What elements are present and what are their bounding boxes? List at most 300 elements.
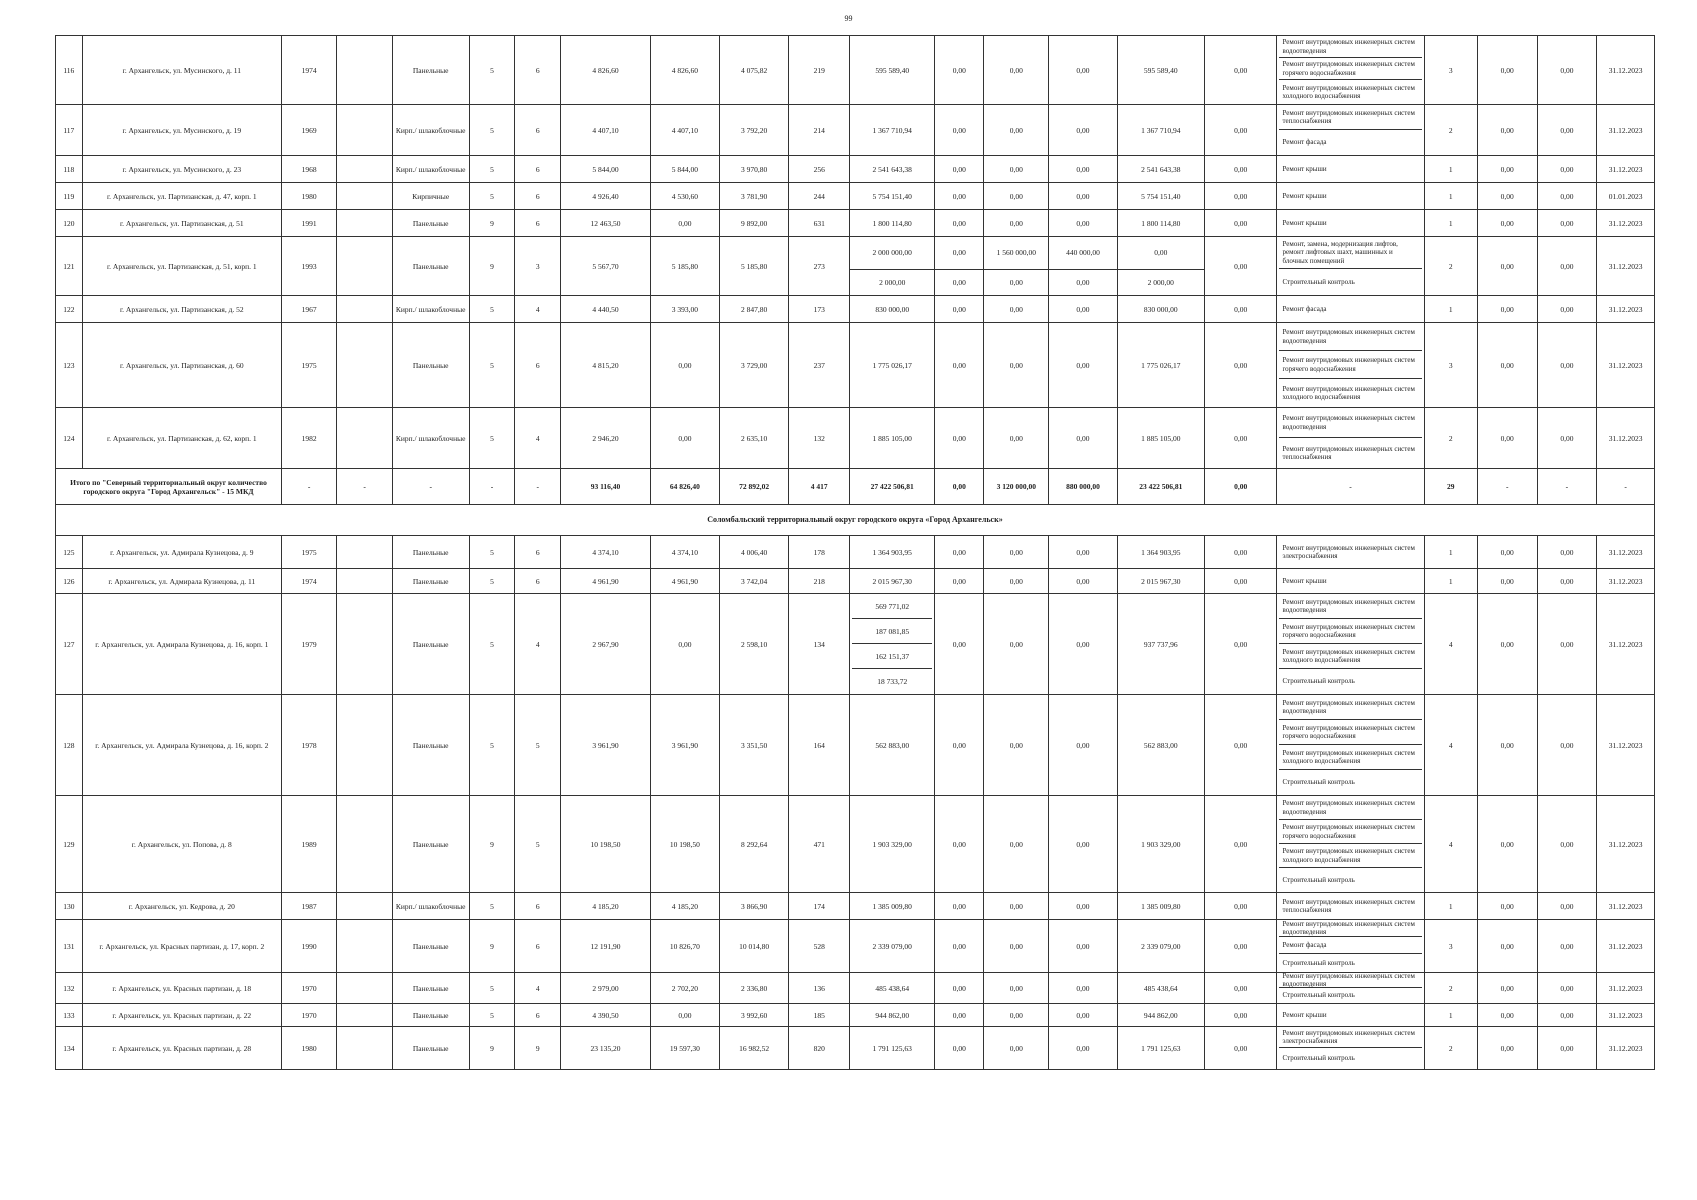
- table-row: [56, 569, 1655, 594]
- row-number-cell: 133: [56, 1004, 83, 1027]
- f2-cell: 1 560 000,00: [984, 237, 1049, 270]
- address-cell: г. Архангельск, ул. Мусинского, д. 19: [82, 105, 281, 156]
- work-item: Ремонт внутридомовых инженерных систем холодного водоснабжения: [1279, 644, 1421, 669]
- floors-cell: 9: [469, 920, 515, 973]
- total-cell: -: [1277, 469, 1424, 505]
- entrances-cell: 4: [515, 408, 561, 469]
- year-cell: 1980: [281, 1027, 336, 1070]
- unit-cost-2-cell: 0,00: [1537, 183, 1597, 210]
- entrances-cell: 9: [515, 1027, 561, 1070]
- cost-cell: 5 754 151,40: [850, 183, 935, 210]
- address-cell: г. Архангельск, ул. Мусинского, д. 23: [82, 156, 281, 183]
- owners-funds-cell: 1 885 105,00: [1117, 408, 1204, 469]
- entrances-cell: 6: [515, 210, 561, 237]
- works-cell: [1277, 210, 1424, 237]
- unit-cost-2-cell: 0,00: [1537, 36, 1597, 105]
- fund-3-cell: 0,00: [1049, 296, 1117, 323]
- unit-cost-2-cell: 0,00: [1537, 156, 1597, 183]
- row-number-cell: 131: [56, 920, 83, 973]
- works-cell: [1277, 893, 1424, 920]
- owners-funds-cell: 1 791 125,63: [1117, 1027, 1204, 1070]
- cost-line: 18 733,72: [877, 677, 908, 686]
- other-funds-cell: 0,00: [1205, 105, 1277, 156]
- table-row: [56, 183, 1655, 210]
- row-number-cell: 132: [56, 973, 83, 1004]
- work-item: Строительный контроль: [1282, 778, 1355, 787]
- total-cell: -: [392, 469, 469, 505]
- wall-material-cell: Панельные: [392, 695, 469, 796]
- owners-funds-cell: 830 000,00: [1117, 296, 1204, 323]
- row-number-cell: 121: [56, 237, 83, 296]
- owners-funds-cell: 1 903 329,00: [1117, 796, 1204, 893]
- work-item: Ремонт внутридомовых инженерных систем водоотведения: [1279, 408, 1421, 438]
- floors-cell: 5: [469, 1004, 515, 1027]
- fund-3-cell: 0,00: [1049, 893, 1117, 920]
- area-total-cell: 3 961,90: [561, 695, 651, 796]
- owners-funds-cell: 562 883,00: [1117, 695, 1204, 796]
- cost-cell: [850, 594, 935, 695]
- own-cell: 2 000,00: [1117, 269, 1204, 295]
- area-total-cell: 4 926,40: [561, 183, 651, 210]
- empty-cell: [337, 183, 392, 210]
- empty-cell: [337, 210, 392, 237]
- work-item: Ремонт внутридомовых инженерных систем холодного водоснабжения: [1279, 844, 1421, 868]
- works-cell: [1277, 36, 1424, 105]
- section-title: Соломбальский территориальный округ городского округа «Город Архангельск»: [56, 505, 1655, 536]
- other-funds-cell: 0,00: [1205, 296, 1277, 323]
- empty-cell: [337, 296, 392, 323]
- floors-cell: 5: [469, 408, 515, 469]
- area-total-cell: 4 961,90: [561, 569, 651, 594]
- wall-material-cell: Кирп./ шлакоблочные: [392, 105, 469, 156]
- area-total-cell: 10 198,50: [561, 796, 651, 893]
- completion-date-cell: 31.12.2023: [1597, 36, 1655, 105]
- unit-cost-1-cell: 0,00: [1477, 105, 1537, 156]
- row-number-cell: 117: [56, 105, 83, 156]
- works-count-cell: 1: [1424, 156, 1477, 183]
- fund-1-cell: 0,00: [935, 296, 984, 323]
- fund-1-cell: 0,00: [935, 796, 984, 893]
- wall-material-cell: Панельные: [392, 1027, 469, 1070]
- owners-funds-cell: 1 800 114,80: [1117, 210, 1204, 237]
- area-living-cell: 0,00: [650, 323, 719, 408]
- wall-material-cell: Кирпичные: [392, 183, 469, 210]
- fund-1-cell: 0,00: [935, 536, 984, 569]
- table-row: [56, 1027, 1655, 1070]
- owners-funds-cell: 5 754 151,40: [1117, 183, 1204, 210]
- floors-cell: 5: [469, 156, 515, 183]
- cost-cell: 1 385 009,80: [850, 893, 935, 920]
- work-item: Ремонт крыши: [1282, 1010, 1327, 1019]
- work-item: Строительный контроль: [1282, 875, 1355, 884]
- work-item: Строительный контроль: [1282, 677, 1355, 686]
- fund-1-cell: 0,00: [935, 156, 984, 183]
- wall-material-cell: Панельные: [392, 1004, 469, 1027]
- floors-cell: 5: [469, 893, 515, 920]
- work-item: Ремонт фасада: [1279, 937, 1421, 954]
- fund-2-cell: 0,00: [984, 36, 1049, 105]
- owners-funds-cell: 944 862,00: [1117, 1004, 1204, 1027]
- entrances-cell: 6: [515, 156, 561, 183]
- unit-cost-1-cell: 0,00: [1477, 1004, 1537, 1027]
- area-living-cell: 19 597,30: [650, 1027, 719, 1070]
- works-cell: [1277, 105, 1424, 156]
- completion-date-cell: 31.12.2023: [1597, 569, 1655, 594]
- unit-cost-2-cell: 0,00: [1537, 237, 1597, 296]
- works-cell: [1277, 1027, 1424, 1070]
- fund-3-cell: 0,00: [1049, 594, 1117, 695]
- other-funds-cell: 0,00: [1205, 536, 1277, 569]
- residents-cell: 218: [789, 569, 850, 594]
- area-living-cell: 4 826,60: [650, 36, 719, 105]
- fund-2-cell: 0,00: [984, 1004, 1049, 1027]
- entrances-cell: 6: [515, 105, 561, 156]
- fund-1-cell: 0,00: [935, 1027, 984, 1070]
- completion-date-cell: 31.12.2023: [1597, 1004, 1655, 1027]
- area-living-cell: 0,00: [650, 1004, 719, 1027]
- cost-cell: 1 800 114,80: [850, 210, 935, 237]
- area-residential-cell: 3 351,50: [720, 695, 789, 796]
- unit-cost-1-cell: 0,00: [1477, 594, 1537, 695]
- fund-1-cell: 0,00: [935, 893, 984, 920]
- unit-cost-1-cell: 0,00: [1477, 183, 1537, 210]
- area-total-cell: 4 390,50: [561, 1004, 651, 1027]
- cost-cell: 595 589,40: [850, 36, 935, 105]
- year-cell: 1978: [281, 695, 336, 796]
- unit-cost-2-cell: 0,00: [1537, 920, 1597, 973]
- works-cell: [1277, 536, 1424, 569]
- completion-date-cell: 31.12.2023: [1597, 156, 1655, 183]
- table-row: [56, 536, 1655, 569]
- address-cell: г. Архангельск, ул. Кедрова, д. 20: [82, 893, 281, 920]
- entrances-cell: 3: [515, 237, 561, 296]
- fund-2-cell: 0,00: [984, 973, 1049, 1004]
- work-item: Ремонт внутридомовых инженерных систем холодного водоснабжения: [1279, 745, 1421, 770]
- other-funds-cell: 0,00: [1205, 237, 1277, 296]
- work-item: Строительный контроль: [1282, 958, 1355, 967]
- area-living-cell: 0,00: [650, 408, 719, 469]
- fund-1-cell: 0,00: [935, 594, 984, 695]
- cost-cell: 1 791 125,63: [850, 1027, 935, 1070]
- residents-cell: 164: [789, 695, 850, 796]
- address-cell: г. Архангельск, ул. Адмирала Кузнецова, д. 16, корп. 1: [82, 594, 281, 695]
- fund-1-cell: 0,00: [935, 920, 984, 973]
- total-cell: 0,00: [1205, 469, 1277, 505]
- year-cell: 1991: [281, 210, 336, 237]
- fund-2-cell: 0,00: [984, 323, 1049, 408]
- address-cell: г. Архангельск, ул. Красных партизан, д. 22: [82, 1004, 281, 1027]
- completion-date-cell: 31.12.2023: [1597, 1027, 1655, 1070]
- area-total-cell: 5 844,00: [561, 156, 651, 183]
- address-cell: г. Архангельск, ул. Партизанская, д. 47, корп. 1: [82, 183, 281, 210]
- cost-cell: 485 438,64: [850, 973, 935, 1004]
- total-row: [56, 469, 1655, 505]
- wall-material-cell: Панельные: [392, 594, 469, 695]
- residents-cell: 820: [789, 1027, 850, 1070]
- fund-2-cell: 0,00: [984, 210, 1049, 237]
- fund-2-cell: 0,00: [984, 536, 1049, 569]
- wall-material-cell: Кирп./ шлакоблочные: [392, 893, 469, 920]
- register-table: [55, 35, 1655, 1070]
- year-cell: 1990: [281, 920, 336, 973]
- fund-2-cell: 0,00: [984, 105, 1049, 156]
- completion-date-cell: 31.12.2023: [1597, 536, 1655, 569]
- completion-date-cell: 31.12.2023: [1597, 105, 1655, 156]
- cost-cell: 1 775 026,17: [850, 323, 935, 408]
- unit-cost-2-cell: 0,00: [1537, 536, 1597, 569]
- cost-cell: 2 000,00: [850, 269, 935, 295]
- cost-cell: 1 903 329,00: [850, 796, 935, 893]
- fund-3-cell: 0,00: [1049, 105, 1117, 156]
- area-residential-cell: 10 014,80: [720, 920, 789, 973]
- fund-2-cell: 0,00: [984, 569, 1049, 594]
- work-item: Строительный контроль: [1282, 1054, 1355, 1063]
- table-row: [56, 408, 1655, 469]
- cost-line: 162 151,37: [852, 644, 932, 669]
- floors-cell: 5: [469, 695, 515, 796]
- area-residential-cell: 5 185,80: [720, 237, 789, 296]
- area-total-cell: 2 967,90: [561, 594, 651, 695]
- unit-cost-1-cell: 0,00: [1477, 156, 1537, 183]
- other-funds-cell: 0,00: [1205, 893, 1277, 920]
- completion-date-cell: 31.12.2023: [1597, 893, 1655, 920]
- unit-cost-2-cell: 0,00: [1537, 973, 1597, 1004]
- work-item: Ремонт внутридомовых инженерных систем водоотведения: [1279, 920, 1421, 937]
- total-cell: 72 892,02: [720, 469, 789, 505]
- work-item: Ремонт внутридомовых инженерных систем электроснабжения: [1279, 1027, 1421, 1048]
- other-funds-cell: 0,00: [1205, 973, 1277, 1004]
- entrances-cell: 6: [515, 920, 561, 973]
- year-cell: 1974: [281, 569, 336, 594]
- fund-3-cell: 0,00: [1049, 36, 1117, 105]
- works-cell: [1277, 156, 1424, 183]
- work-item: Ремонт внутридомовых инженерных систем холодного водоснабжения: [1282, 83, 1415, 100]
- area-living-cell: 4 185,20: [650, 893, 719, 920]
- total-cell: -: [1597, 469, 1655, 505]
- entrances-cell: 6: [515, 1004, 561, 1027]
- area-living-cell: 0,00: [650, 210, 719, 237]
- area-residential-cell: 4 006,40: [720, 536, 789, 569]
- section-header-row: [56, 505, 1655, 536]
- year-cell: 1987: [281, 893, 336, 920]
- total-cell: 0,00: [935, 469, 984, 505]
- fund-2-cell: 0,00: [984, 183, 1049, 210]
- work-item: Ремонт внутридомовых инженерных систем холодного водоснабжения: [1282, 384, 1415, 401]
- works-cell: [1277, 408, 1424, 469]
- wall-material-cell: Панельные: [392, 536, 469, 569]
- completion-date-cell: 31.12.2023: [1597, 796, 1655, 893]
- f2-cell: 0,00: [984, 269, 1049, 295]
- unit-cost-1-cell: 0,00: [1477, 796, 1537, 893]
- row-number-cell: 127: [56, 594, 83, 695]
- wall-material-cell: Кирп./ шлакоблочные: [392, 296, 469, 323]
- address-cell: г. Архангельск, ул. Партизанская, д. 52: [82, 296, 281, 323]
- works-cell: [1277, 796, 1424, 893]
- area-residential-cell: 3 742,04: [720, 569, 789, 594]
- floors-cell: 5: [469, 536, 515, 569]
- floors-cell: 5: [469, 323, 515, 408]
- total-cell: -: [281, 469, 336, 505]
- fund-3-cell: 0,00: [1049, 695, 1117, 796]
- table-row: [56, 920, 1655, 973]
- works-cell: [1277, 569, 1424, 594]
- area-total-cell: 12 463,50: [561, 210, 651, 237]
- address-cell: г. Архангельск, ул. Попова, д. 8: [82, 796, 281, 893]
- wall-material-cell: Панельные: [392, 36, 469, 105]
- area-residential-cell: 2 847,80: [720, 296, 789, 323]
- empty-cell: [337, 594, 392, 695]
- works-count-cell: 3: [1424, 920, 1477, 973]
- floors-cell: 5: [469, 973, 515, 1004]
- area-residential-cell: 4 075,82: [720, 36, 789, 105]
- wall-material-cell: Панельные: [392, 323, 469, 408]
- cost-line: 187 081,85: [852, 619, 932, 644]
- area-residential-cell: 3 866,90: [720, 893, 789, 920]
- total-cell: 27 422 506,81: [850, 469, 935, 505]
- unit-cost-2-cell: 0,00: [1537, 323, 1597, 408]
- residents-cell: 244: [789, 183, 850, 210]
- page-number: 99: [844, 14, 853, 23]
- f1-cell: 0,00: [935, 237, 984, 270]
- owners-funds-cell: 595 589,40: [1117, 36, 1204, 105]
- entrances-cell: 6: [515, 36, 561, 105]
- residents-cell: 132: [789, 408, 850, 469]
- works-count-cell: 4: [1424, 594, 1477, 695]
- area-total-cell: 4 440,50: [561, 296, 651, 323]
- area-living-cell: 10 826,70: [650, 920, 719, 973]
- address-cell: г. Архангельск, ул. Красных партизан, д. 28: [82, 1027, 281, 1070]
- wall-material-cell: Кирп./ шлакоблочные: [392, 408, 469, 469]
- residents-cell: 219: [789, 36, 850, 105]
- work-item: Ремонт, замена, модернизация лифтов, ремонт лифтовых шахт, машинных и блочных помещений: [1279, 237, 1421, 269]
- other-funds-cell: 0,00: [1205, 1004, 1277, 1027]
- year-cell: 1975: [281, 323, 336, 408]
- fund-1-cell: 0,00: [935, 183, 984, 210]
- completion-date-cell: 31.12.2023: [1597, 237, 1655, 296]
- fund-1-cell: 0,00: [935, 408, 984, 469]
- area-residential-cell: 3 970,80: [720, 156, 789, 183]
- wall-material-cell: Панельные: [392, 973, 469, 1004]
- completion-date-cell: 31.12.2023: [1597, 594, 1655, 695]
- fund-2-cell: 0,00: [984, 408, 1049, 469]
- address-cell: г. Архангельск, ул. Партизанская, д. 51, корп. 1: [82, 237, 281, 296]
- area-total-cell: 4 407,10: [561, 105, 651, 156]
- area-total-cell: 4 815,20: [561, 323, 651, 408]
- cost-cell: 1 885 105,00: [850, 408, 935, 469]
- empty-cell: [337, 893, 392, 920]
- residents-cell: 174: [789, 893, 850, 920]
- unit-cost-2-cell: 0,00: [1537, 893, 1597, 920]
- address-cell: г. Архангельск, ул. Адмирала Кузнецова, д. 11: [82, 569, 281, 594]
- entrances-cell: 6: [515, 183, 561, 210]
- unit-cost-2-cell: 0,00: [1537, 1027, 1597, 1070]
- area-residential-cell: 16 982,52: [720, 1027, 789, 1070]
- fund-3-cell: 0,00: [1049, 1004, 1117, 1027]
- residents-cell: 134: [789, 594, 850, 695]
- fund-1-cell: 0,00: [935, 105, 984, 156]
- area-residential-cell: 3 729,00: [720, 323, 789, 408]
- cost-cell: 1 364 903,95: [850, 536, 935, 569]
- fund-3-cell: 0,00: [1049, 920, 1117, 973]
- other-funds-cell: 0,00: [1205, 36, 1277, 105]
- other-funds-cell: 0,00: [1205, 323, 1277, 408]
- fund-3-cell: 0,00: [1049, 210, 1117, 237]
- address-cell: г. Архангельск, ул. Красных партизан, д. 18: [82, 973, 281, 1004]
- fund-3-cell: 0,00: [1049, 1027, 1117, 1070]
- year-cell: 1969: [281, 105, 336, 156]
- fund-3-cell: 0,00: [1049, 536, 1117, 569]
- total-cell: 93 116,40: [561, 469, 651, 505]
- fund-2-cell: 0,00: [984, 796, 1049, 893]
- fund-1-cell: 0,00: [935, 36, 984, 105]
- work-item: Ремонт внутридомовых инженерных систем водоотведения: [1279, 36, 1421, 58]
- row-number-cell: 120: [56, 210, 83, 237]
- fund-3-cell: 0,00: [1049, 408, 1117, 469]
- owners-funds-cell: 2 339 079,00: [1117, 920, 1204, 973]
- total-cell: 64 826,40: [650, 469, 719, 505]
- unit-cost-1-cell: 0,00: [1477, 36, 1537, 105]
- owners-funds-cell: 2 541 643,38: [1117, 156, 1204, 183]
- area-living-cell: 4 961,90: [650, 569, 719, 594]
- year-cell: 1975: [281, 536, 336, 569]
- works-count-cell: 2: [1424, 973, 1477, 1004]
- entrances-cell: 4: [515, 973, 561, 1004]
- wall-material-cell: Панельные: [392, 569, 469, 594]
- owners-funds-cell: 1 367 710,94: [1117, 105, 1204, 156]
- fund-3-cell: 0,00: [1049, 796, 1117, 893]
- unit-cost-1-cell: 0,00: [1477, 920, 1537, 973]
- other-funds-cell: 0,00: [1205, 569, 1277, 594]
- unit-cost-2-cell: 0,00: [1537, 796, 1597, 893]
- year-cell: 1980: [281, 183, 336, 210]
- total-cell: -: [469, 469, 515, 505]
- table-row: [56, 296, 1655, 323]
- work-item: Ремонт внутридомовых инженерных систем теплоснабжения: [1282, 897, 1415, 914]
- address-cell: г. Архангельск, ул. Партизанская, д. 62, корп. 1: [82, 408, 281, 469]
- row-number-cell: 129: [56, 796, 83, 893]
- unit-cost-1-cell: 0,00: [1477, 893, 1537, 920]
- floors-cell: 5: [469, 296, 515, 323]
- owners-funds-cell: 1 775 026,17: [1117, 323, 1204, 408]
- empty-cell: [337, 156, 392, 183]
- unit-cost-2-cell: 0,00: [1537, 695, 1597, 796]
- floors-cell: 9: [469, 1027, 515, 1070]
- area-residential-cell: 2 635,10: [720, 408, 789, 469]
- work-item: Ремонт внутридомовых инженерных систем водоотведения: [1279, 796, 1421, 820]
- work-item: Ремонт внутридомовых инженерных систем теплоснабжения: [1279, 105, 1421, 130]
- entrances-cell: 6: [515, 569, 561, 594]
- works-count-cell: 2: [1424, 408, 1477, 469]
- work-item: Ремонт внутридомовых инженерных систем горячего водоснабжения: [1279, 720, 1421, 745]
- area-total-cell: 4 826,60: [561, 36, 651, 105]
- residents-cell: 173: [789, 296, 850, 323]
- area-total-cell: 4 185,20: [561, 893, 651, 920]
- fund-2-cell: 0,00: [984, 156, 1049, 183]
- total-cell: -: [1537, 469, 1597, 505]
- year-cell: 1968: [281, 156, 336, 183]
- area-living-cell: 3 393,00: [650, 296, 719, 323]
- area-residential-cell: 3 792,20: [720, 105, 789, 156]
- fund-3-cell: 0,00: [1049, 973, 1117, 1004]
- address-cell: г. Архангельск, ул. Мусинского, д. 11: [82, 36, 281, 105]
- own-cell: 0,00: [1117, 237, 1204, 270]
- work-item: Ремонт крыши: [1282, 576, 1327, 585]
- works-cell: [1277, 1004, 1424, 1027]
- empty-cell: [337, 569, 392, 594]
- fund-1-cell: 0,00: [935, 323, 984, 408]
- works-count-cell: 1: [1424, 210, 1477, 237]
- row-number-cell: 116: [56, 36, 83, 105]
